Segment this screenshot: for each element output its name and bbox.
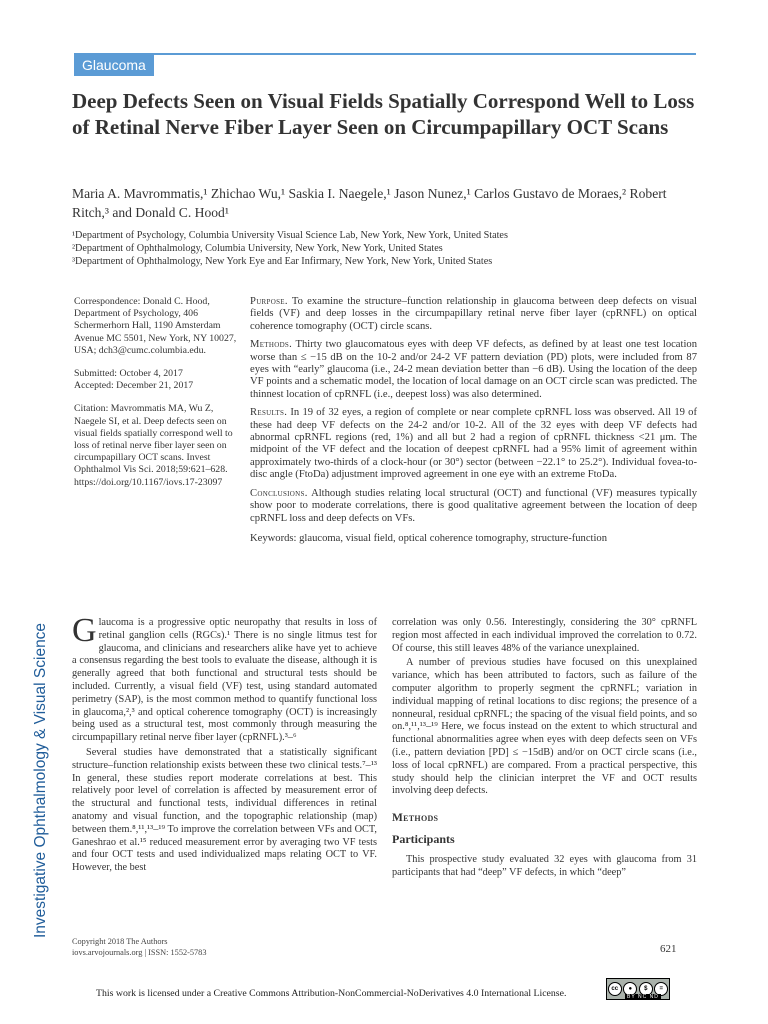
participants-subheading: Participants — [392, 831, 455, 846]
affiliation-1: ¹Department of Psychology, Columbia University Visual Science Lab, New York, New York, United States — [72, 230, 508, 241]
affiliation-3: ³Department of Ophthalmology, New York Eye and Ear Infirmary, New York, New York, United States — [72, 256, 493, 267]
body-column-left — [72, 612, 377, 877]
methods-text: Thirty two glaucomatous eyes with deep VF defects, as defined by at least one test location worse than ≤ −15 dB on the 10-2 and/or 24-2 VF pattern deviation (PD) plots, were included from 87 eyes with “early” glaucoma (i.e., 24-2 mean deviation better than −6 dB). Using the location of the deep VF points and a schematic model, the location of local damage on an OCT circle scan was predicted. The thinnest location of cpRNFL (i.e., deepest loss) was also determined. — [250, 339, 697, 400]
conclusions-text: Although studies relating local structural (OCT) and functional (VF) measures typically show poor to moderate correlations, there is good qualitative agreement between the location of deep cpRNFL loss and deep defects on VFs. — [250, 487, 697, 524]
affiliation-2: ²Department of Ophthalmology, Columbia University, New York, New York, United States — [72, 243, 443, 254]
page-number: 621 — [660, 943, 677, 955]
abstract-conclusions — [250, 488, 697, 525]
noncommercial-icon: $ — [639, 982, 653, 996]
abstract-purpose — [250, 296, 697, 333]
abstract-results — [250, 407, 697, 481]
conclusions-heading: Conclusions. — [250, 487, 308, 499]
license-statement[interactable]: This work is licensed under a Creative Commons Attribution-NonCommercial-NoDerivatives 4.0 International License. — [96, 988, 567, 999]
footer-info — [72, 936, 372, 958]
methods-section-heading: Methods — [392, 812, 439, 825]
results-text: In 19 of 32 eyes, a region of complete or near complete cpRNFL loss was observed. All 19 of these had deep VF defects on the 24-2 and/or 10-2. All of the 32 eyes with deep VF defects had abnormal cpRNFL regions (red, 1%) and all but 2 had a region of cpRNFL thickness <21 μm. The midpoint of the VF defect and the location of deepest cpRNFL had a 95% limit of agreement within approximately two-thirds of a clock-hour (or 30°) sector (between −22.1° to 25.2°). Individual fovea-to-disc angle (FtoDa) adjustment improved agreement in one eye with an extreme FtoDa. — [250, 407, 697, 481]
intro-text-1: laucoma is a progressive optic neuropathy that results in loss of retinal ganglion cells (RGCs).¹ There is no single litmus test for glaucoma, and clinicians and researchers alike have yet to achieve a consensus regarding the best tools to evaluate the disease, although it is generally agreed that both functional and structural tests should be included. Currently, a visual field (VF) test, using standard automated perimetry (SAP), is the most common method to quantify functional loss in glaucoma,²,³ and optical coherence tomography (OCT) is increasingly being used as a structural test, most commonly through measuring the circumpapillary retinal nerve fiber layer (cpRNFL).³–⁶ — [72, 617, 377, 744]
citation: Citation: Mavrommatis MA, Wu Z, Naegele SI, et al. Deep defects seen on visual fields spatially correspond well to loss of retinal nerve fiber layer seen on circumpapillary OCT scans. Invest Ophthalmol Vis Sci. 2018;59:621–628. https://doi.org/10.1167/iovs.17-23097 — [74, 403, 233, 488]
intro-paragraph-2: Several studies have demonstrated that a statistically significant structure–function relationship exists between these two clinical tests.⁷–¹³ In general, these studies report moderate correlations at best. This relatively poor level of correlation is affected by measurement error of the structural and functional tests, individual differences in retinal anatomy and visual function, and the topographic relationship (map) between them.⁸,¹¹,¹³–¹⁹ To improve the correlation between VFs and OCT, Ganeshrao et al.¹⁵ reduced measurement error by averaging two VF tests and four OCT tests and used individualized maps relating OCT to VF. However, the best — [72, 746, 377, 874]
attribution-icon: ● — [623, 982, 637, 996]
affiliations — [72, 229, 697, 268]
article-sidebar — [74, 296, 244, 500]
cc-labels: BY NC ND — [627, 994, 659, 1000]
results-heading: Results. — [250, 407, 288, 419]
issn-line: iovs.arvojournals.org | ISSN: 1552-5783 — [72, 948, 207, 957]
methods-heading: Methods. — [250, 339, 293, 351]
section-tag: Glaucoma — [74, 54, 154, 76]
keywords: Keywords: glaucoma, visual field, optical coherence tomography, structure-function — [250, 532, 608, 544]
abstract-methods — [250, 339, 697, 401]
submitted-date: Submitted: October 4, 2017 — [74, 368, 183, 380]
article-title: Deep Defects Seen on Visual Fields Spatially Correspond Well to Loss of Retinal Nerve Fiber Layer Seen on Circumpapillary OCT Scans — [72, 89, 695, 139]
abstract — [250, 296, 697, 551]
body-column-right — [392, 617, 697, 881]
purpose-heading: Purpose. — [250, 296, 288, 307]
intro-paragraph-3: correlation was only 0.56. Interestingly, considering the 30° cpRNFL region most affected in each individual improved the correlation to 0.72. Of course, this still leaves 48% of the variance unexplained. — [392, 617, 697, 654]
creative-commons-icon[interactable] — [606, 978, 670, 1000]
intro-paragraph-4: A number of previous studies have focused on this unexplained variance, which has been attributed to factors, such as failure of the computer algorithm to properly segment the cpRNFL; variation in individual mapping of retinal locations to disc regions; the presence of a nonneural, residual cpRNFL; the spacing of the visual field points, and so on.⁸,¹¹,¹³–¹⁹ Here, we focus instead on the extent to which structural and functional abnormalities agree when eyes with deep defects seen on VFs (i.e., pattern deviation [PD] ≤ −15dB) and/or on OCT circle scans (i.e., loss of local cpRNFL) are compared. From a practical perspective, this study should help the clinician interpret the VF and OCT results involving deep defects. — [392, 657, 697, 797]
purpose-text: To examine the structure–function relationship in glaucoma between deep defects on visual fields (VF) and deep losses in the circumpapillary retinal nerve fiber layer (cpRNFL) on optical coherence tomography (OCT) circle scans. — [250, 296, 697, 332]
intro-paragraph-1 — [72, 612, 377, 745]
journal-name-vertical: Investigative Ophthalmology & Visual Science — [32, 622, 49, 938]
author-list: Maria A. Mavrommatis,¹ Zhichao Wu,¹ Saskia I. Naegele,¹ Jason Nunez,¹ Carlos Gustavo de Moraes,² Robert Ritch,³ and Donald C. Hood¹ — [72, 186, 667, 220]
correspondence: Correspondence: Donald C. Hood, Department of Psychology, 406 Schermerhorn Hall, 1190 Amsterdam Avenue MC 5501, New York, NY 10027, USA; dch3@cumc.columbia.edu. — [74, 296, 237, 356]
participants-paragraph: This prospective study evaluated 32 eyes with glaucoma from 31 participants that had “deep” VF defects, in which “deep” — [392, 853, 697, 878]
accepted-date: Accepted: December 21, 2017 — [74, 380, 194, 392]
drop-cap: G — [72, 612, 97, 649]
noderivatives-icon: = — [654, 982, 668, 996]
section-rule — [74, 53, 696, 55]
cc-circle-icon: cc — [608, 982, 622, 996]
copyright-line: Copyright 2018 The Authors — [72, 937, 168, 946]
